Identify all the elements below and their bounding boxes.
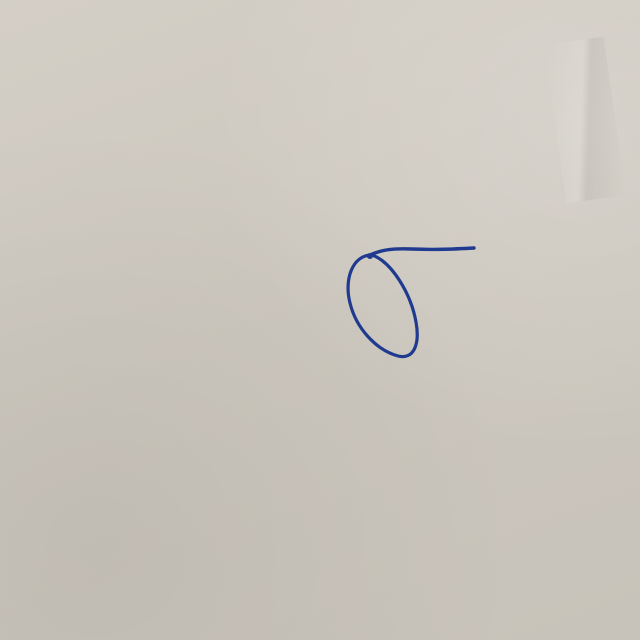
sigma-tail-stroke <box>368 248 474 256</box>
sigma-loop-stroke <box>348 255 417 357</box>
ink-dot <box>367 253 373 259</box>
